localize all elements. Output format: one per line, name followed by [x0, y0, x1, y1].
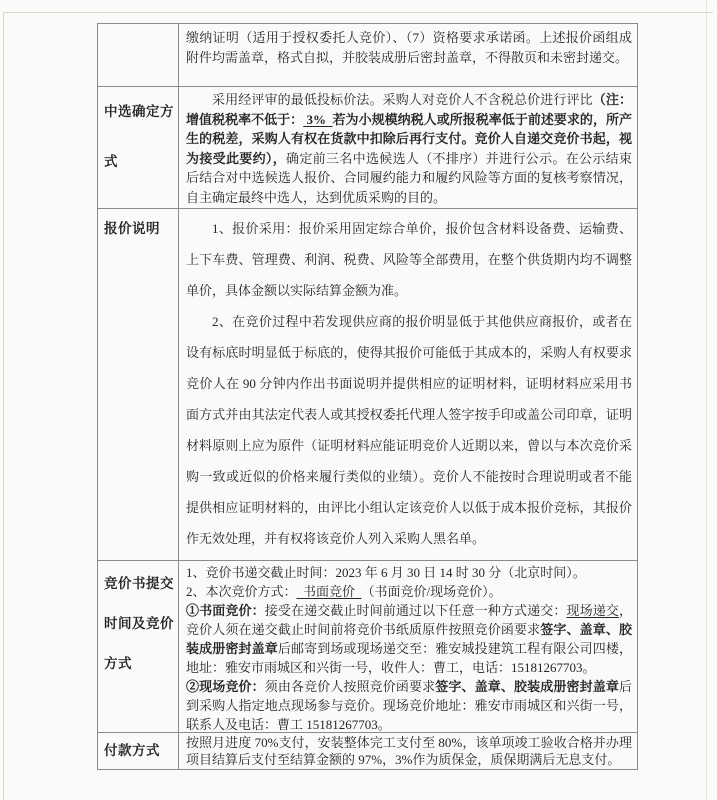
row-content — [179, 733, 637, 769]
text-segment: （书面竞价/现场竞价）。 — [361, 584, 502, 599]
table-row — [98, 561, 637, 733]
row-content — [179, 209, 637, 560]
procurement-terms-table — [97, 23, 638, 770]
text-segment: ②现场竞价： — [186, 679, 265, 694]
row-content — [179, 24, 637, 86]
row-content — [179, 87, 637, 208]
paragraph — [186, 601, 632, 677]
paragraph — [186, 28, 632, 68]
text-segment: 按照月进度 70%支付，安装整体完工支付至 80%，该单项竣工验收合格并办理项目结算后支付至结算金额的 97%，3%作为质保金，质保期满后无息支付。 — [186, 735, 632, 767]
paragraph — [186, 734, 632, 768]
paragraph — [186, 213, 632, 306]
paragraph — [186, 90, 632, 207]
text-segment: ①书面竞价： — [186, 603, 265, 618]
text-segment: 书面竞价 — [296, 584, 362, 599]
paragraph — [186, 677, 632, 732]
text-segment: 后到采购人指定地点现场参与竞价。现场竞价地址：雅安市雨城区和兴街一号，联系人及电话：曹工 15181267703。 — [186, 679, 632, 732]
text-segment: 签字、盖章、胶装成册密封盖章 — [435, 679, 619, 694]
text-segment: 缴纳证明（适用于授权委托人竞价）、（7）资格要求承诺函。上述报价函组成附件均需盖章，格式自拟，并胶装成册后密封盖章，不得散页和未密封递交。 — [186, 30, 632, 65]
row-label: 竞价书提交时间及竞价方式 — [98, 561, 179, 732]
text-segment: 采用经评审的最低投标价法。采购人对竞价人不含税总价进行评比 — [212, 92, 593, 107]
paragraph — [186, 306, 632, 554]
text-segment: 现场递交 — [566, 603, 619, 618]
row-label: 报价说明 — [98, 209, 179, 560]
page-edge-left-line — [3, 12, 4, 800]
table-row — [98, 87, 637, 209]
text-segment: 2、本次竞价方式： — [186, 584, 297, 599]
text-segment: （注：增值税税率不低于： — [186, 92, 632, 127]
row-label: 付款方式 — [98, 733, 179, 769]
table-row — [98, 733, 637, 769]
text-segment: ，竞价人须在递交截止时间前将竞价书纸质原件按照竞价函要求 — [186, 603, 632, 637]
text-segment: 后邮寄到场或现场递交至：雅安城投建筑工程有限公司四楼，地址：雅安市雨城区和兴街一号，收件人：曹工，电话：15181267703。 — [186, 641, 632, 675]
text-segment: 签字、盖章、胶装成册密封盖章 — [186, 622, 632, 656]
text-segment: 若为小规模纳税人或所报税率低于前述要求的，所产生的税差，采购人有权在货款中扣除后再行支付。竞价人自递交竞价书起，视为接受此要约）， — [186, 111, 632, 166]
row-label: 中选确定方式 — [98, 87, 179, 208]
row-label — [98, 24, 179, 86]
paragraph — [186, 582, 632, 601]
text-segment: 3% — [303, 111, 333, 127]
text-segment: 2、在竞价过程中若发现供应商的报价明显低于其他供应商报价，或者在设有标底时明显低于标底的，使得其报价可能低于其成本的，采购人有权要求竞价人在 90 分钟内作出书面说明并提供相应的证明材料，证明材料应采用书面方式并由其法定代表人或其授权委托代理人签字按手印或盖公司印章，证明材料原则上应为原件（证明材料应能证明竞价人近期以来，曾以与本次竞价采购一致或近似的价格来履行类似的业绩）。竞价人不能按时合理说明或者不能提供相应证明材料的，由评比小组认定该竞价人以低于成本报价竞标，其报价作无效处理，并有权将该竞价人列入采购人黑名单。 — [186, 314, 632, 546]
page-edge-right-line — [706, 0, 707, 800]
text-segment: 1、竞价书递交截止时间：2023 年 6 月 30 日 14 时 30 分（北京时间）。 — [186, 565, 586, 580]
page-edge-top-line — [3, 12, 713, 13]
text-segment: 须由各竞价人按照竞价函要求 — [264, 679, 436, 694]
text-segment: 确定前三名中选候选人（不排序）并进行公示。在公示结束后结合对中选候选人报价、合同履约能力和履约风险等方面的复核考察情况，自主确定最终中选人，达到优质采购的目的。 — [186, 150, 632, 205]
text-segment: 接受在递交截止时间前通过以下任意一种方式递交： — [264, 603, 567, 618]
paragraph — [186, 563, 632, 582]
row-content — [179, 561, 637, 732]
table-row — [98, 209, 637, 561]
text-segment: 1、报价采用：报价采用固定综合单价，报价包含材料设备费、运输费、上下车费、管理费、利润、税费、风险等全部费用，在整个供货期内均不调整单价，具体金额以实际结算金额为准。 — [186, 221, 632, 298]
table-row — [98, 24, 637, 87]
